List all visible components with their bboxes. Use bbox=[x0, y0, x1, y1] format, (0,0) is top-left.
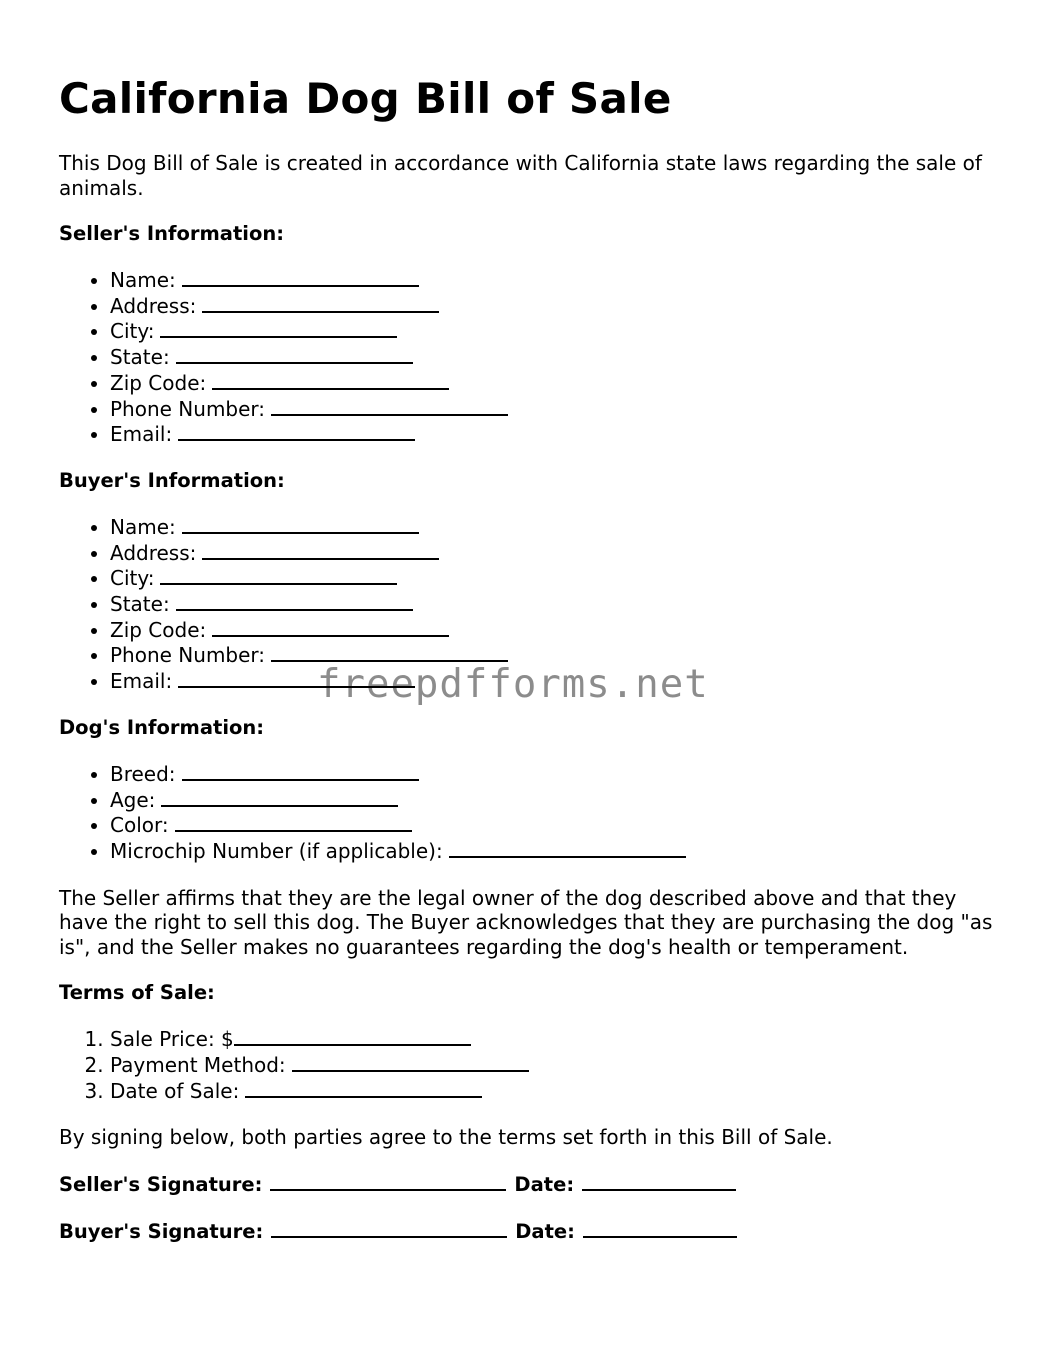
buyer-zip-field: • Zip Code: bbox=[110, 617, 999, 643]
agreement-text: By signing below, both parties agree to the terms set forth in this Bill of Sale. bbox=[59, 1125, 833, 1150]
seller-fields bbox=[59, 267, 999, 447]
payment-method-field: 2. Payment Method: bbox=[110, 1052, 999, 1078]
seller-state-field: • State: bbox=[110, 344, 999, 370]
sale-price-blank[interactable] bbox=[234, 1026, 471, 1046]
buyer-state-field: • State: bbox=[110, 591, 999, 617]
dog-fields bbox=[59, 761, 999, 864]
seller-email-field: • Email: bbox=[110, 421, 999, 447]
date-of-sale-field: 3. Date of Sale: bbox=[110, 1078, 999, 1104]
dog-color-blank[interactable] bbox=[175, 812, 412, 832]
seller-signature-label: Seller's Signature: bbox=[59, 1172, 263, 1196]
buyer-email-blank[interactable] bbox=[178, 668, 415, 688]
buyer-date-label: Date: bbox=[515, 1219, 575, 1243]
watermark: freepdfforms.net bbox=[317, 662, 709, 707]
seller-date-label: Date: bbox=[514, 1172, 575, 1196]
buyer-signature-label: Buyer's Signature: bbox=[59, 1219, 264, 1243]
sale-price-field: 1. Sale Price: $ bbox=[110, 1026, 999, 1052]
buyer-state-blank[interactable] bbox=[176, 591, 413, 611]
seller-signature-blank[interactable] bbox=[270, 1171, 506, 1191]
date-of-sale-blank[interactable] bbox=[245, 1078, 482, 1098]
seller-phone-blank[interactable] bbox=[271, 396, 508, 416]
payment-method-blank[interactable] bbox=[292, 1052, 529, 1072]
affirmation-text: The Seller affirms that they are the legal owner of the dog described above and that they have the right to sell this dog. The Buyer acknowledges that they are purchasing the dog "as is", and the Seller makes no guarantees regarding the dog's health or temperament. bbox=[59, 885, 993, 959]
terms-heading: Terms of Sale: bbox=[59, 981, 215, 1005]
seller-city-field: • City: bbox=[110, 318, 999, 344]
seller-name-field: • Name: bbox=[110, 267, 999, 293]
dog-breed-field: • Breed: bbox=[110, 761, 999, 787]
buyer-signature-row bbox=[59, 1218, 999, 1244]
dog-microchip-blank[interactable] bbox=[449, 838, 686, 858]
buyer-name-field: • Name: bbox=[110, 514, 999, 540]
buyer-city-blank[interactable] bbox=[160, 565, 397, 585]
seller-name-blank[interactable] bbox=[182, 267, 419, 287]
buyer-email-field: • Email: bbox=[110, 668, 999, 694]
buyer-address-field: • Address: bbox=[110, 540, 999, 566]
seller-zip-field: • Zip Code: bbox=[110, 370, 999, 396]
buyer-signature-blank[interactable] bbox=[271, 1218, 507, 1238]
seller-address-field: • Address: bbox=[110, 293, 999, 319]
intro-text: This Dog Bill of Sale is created in accordance with California state laws regarding the sale of animals. bbox=[59, 151, 982, 200]
seller-city-blank[interactable] bbox=[160, 318, 397, 338]
terms-list bbox=[59, 1026, 999, 1103]
seller-signature-row bbox=[59, 1171, 999, 1197]
document-page bbox=[59, 70, 999, 1244]
buyer-phone-blank[interactable] bbox=[271, 642, 508, 662]
seller-email-blank[interactable] bbox=[178, 421, 415, 441]
buyer-zip-blank[interactable] bbox=[212, 617, 449, 637]
buyer-phone-field: • Phone Number: bbox=[110, 642, 999, 668]
seller-zip-blank[interactable] bbox=[212, 370, 449, 390]
seller-address-blank[interactable] bbox=[202, 293, 439, 313]
dog-breed-blank[interactable] bbox=[182, 761, 419, 781]
seller-state-blank[interactable] bbox=[176, 344, 413, 364]
buyer-heading: Buyer's Information: bbox=[59, 468, 285, 492]
seller-heading: Seller's Information: bbox=[59, 222, 285, 245]
dog-age-blank[interactable] bbox=[161, 787, 398, 807]
seller-date-blank[interactable] bbox=[582, 1171, 736, 1191]
dog-microchip-field: • Microchip Number (if applicable): bbox=[110, 838, 999, 864]
buyer-address-blank[interactable] bbox=[202, 540, 439, 560]
seller-phone-field: • Phone Number: bbox=[110, 396, 999, 422]
buyer-fields bbox=[59, 514, 999, 694]
buyer-date-blank[interactable] bbox=[583, 1218, 737, 1238]
page-title: California Dog Bill of Sale bbox=[59, 74, 672, 123]
dog-age-field: • Age: bbox=[110, 787, 999, 813]
dog-heading: Dog's Information: bbox=[59, 715, 265, 739]
buyer-name-blank[interactable] bbox=[182, 514, 419, 534]
dog-color-field: • Color: bbox=[110, 812, 999, 838]
buyer-city-field: • City: bbox=[110, 565, 999, 591]
